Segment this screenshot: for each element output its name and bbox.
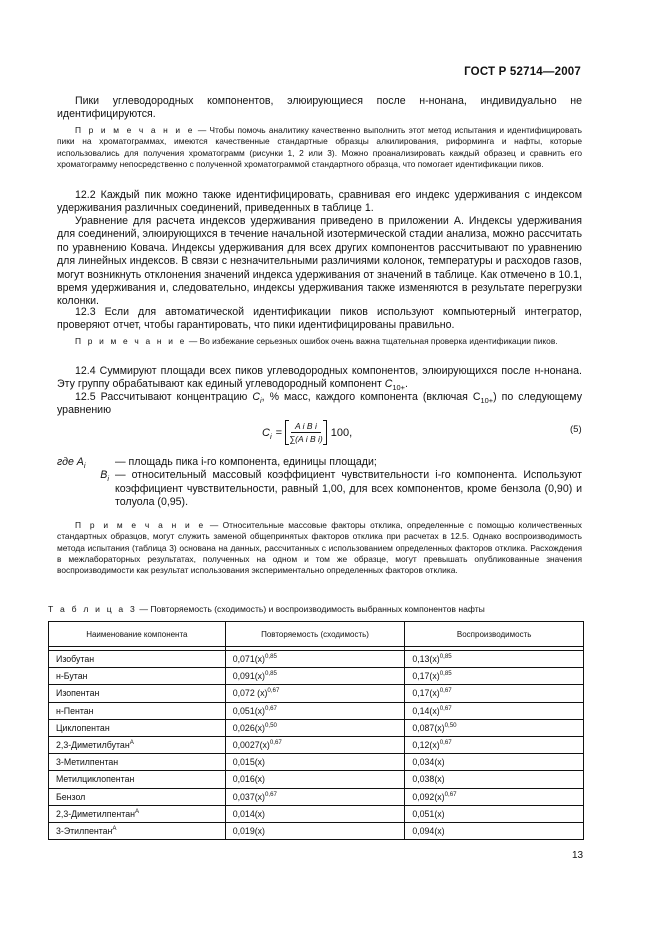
cell-repeatability: $0,091(x)^{0,85}$ (225, 668, 405, 685)
cell-component: Циклопентан (49, 719, 226, 736)
cell-repeatability: $0,0027(x)^{0,67}$ (225, 736, 405, 753)
cell-component: н-Пентан (49, 702, 226, 719)
cell-component: 2,3-Диметилпентан$^A$ (49, 805, 226, 822)
table-row (49, 685, 584, 702)
cell-reproducibility: 0,094(x) (405, 822, 584, 839)
legend-row-a: где $A_i$ — площадь пика i-го компонента, единицы площади; (57, 456, 377, 471)
header-repeatability: Повторяемость (сходимость) (225, 622, 405, 647)
table-caption: Т а б л и ц а 3 — Повторяемость (сходимость) и воспроизводимость выбранных компонентов нафты (48, 604, 485, 614)
table-header-row (49, 622, 584, 647)
formula-bracket (285, 420, 327, 445)
table-row (49, 822, 584, 839)
cell-component: н-Бутан (49, 668, 226, 685)
cell-reproducibility: $0,14(x)^{0,67}$ (405, 702, 584, 719)
paragraph-12-4: 12.4 Суммируют площади всех пиков углеводородных компонентов, элюирующихся после н-нонана. Эту группу обрабатывают как единый углеводородный компонент $C_{10+}$. (57, 365, 582, 393)
cell-component: Метилциклопентан (49, 771, 226, 788)
cell-reproducibility: $0,092(x)^{0,67}$ (405, 788, 584, 805)
cell-reproducibility: $0,17(x)^{0,85}$ (405, 668, 584, 685)
cell-repeatability: 0,015(x) (225, 754, 405, 771)
table-row (49, 651, 584, 668)
cell-component: Изопентан (49, 685, 226, 702)
cell-reproducibility: $0,17(x)^{0,67}$ (405, 685, 584, 702)
table-row (49, 702, 584, 719)
paragraph-peaks-after-nonane: Пики углеводородных компонентов, элюирующиеся после н-нонана, индивидуально не идентифицируются. (57, 95, 582, 121)
table-row (49, 719, 584, 736)
cell-repeatability: 0,019(x) (225, 822, 405, 839)
header-component: Наименование компонента (49, 622, 226, 647)
cell-repeatability: 0,072 $(x)^{0,67}$ (225, 685, 405, 702)
cell-reproducibility: $0,087(x)^{0,50}$ (405, 719, 584, 736)
cell-component: Изобутан (49, 651, 226, 668)
cell-component: 3-Этилпентан$^A$ (49, 822, 226, 839)
cell-repeatability: $0,026(x)^{0,50}$ (225, 719, 405, 736)
cell-component: 2,3-Диметилбутан$^A$ (49, 736, 226, 753)
table-row (49, 736, 584, 753)
note-2: П р и м е ч а н и е — Во избежание серьезных ошибок очень важна тщательная проверка идентификации пиков. (75, 336, 558, 346)
cell-repeatability: $0,071(x)^{0,85}$ (225, 651, 405, 668)
cell-repeatability: $0,051(x)^{0,67}$ (225, 702, 405, 719)
cell-reproducibility: $0,13(x)^{0,85}$ (405, 651, 584, 668)
cell-reproducibility: 0,051(x) (405, 805, 584, 822)
formula-legend (57, 456, 582, 510)
cell-reproducibility: 0,038(x) (405, 771, 584, 788)
paragraph-12-2-equation: Уравнение для расчета индексов удерживания приведено в приложении А. Индексы удерживания для соединений, элюирующихся в течение начальной изотермической стадии анализа, можно рассчитать по уравнению Ковача. Индексы удерживания для всех других компонентов рассчитывают по уравнению для линейных индексов. В связи с незначительными различиями колонок, температуры и расходов газов, могут возникнуть отклонения значений индекса удерживания от значений в таблице. Как отмечено в 10.1, время удерживания и, следовательно, индексы удерживания также изменяются в результате перегрузки колонки. (57, 215, 582, 308)
formula-fraction: $\frac{\text{A i B i}}{\text{∑(A i B i)}}$ (289, 421, 323, 444)
paragraph-12-3: 12.3 Если для автоматической идентификации пиков используют компьютерный интегратор, проверяют отчет, чтобы гарантировать, что пики идентифицированы правильно. (57, 306, 582, 332)
paragraph-12-2: 12.2 Каждый пик можно также идентифицировать, сравнивая его индекс удерживания с индексом удерживания различных соединений, приведенных в таблице 1. (57, 189, 582, 215)
table-row (49, 805, 584, 822)
page-number: 13 (572, 850, 584, 861)
note-1: П р и м е ч а н и е — Чтобы помочь аналитику качественно выполнить этот метод испытания и идентифицировать пики на хроматограммах, имеются качественные стандартные образцы алкилирования, риформинга и нафты, которые использовались для получения хроматограмм (рисунки 1, 2 или 3). Можно проанализировать каждый образец и сравнить его хроматограмму непосредственно с полученной хроматограммой стандартного образца, что помогает идентификации пиков. (57, 125, 582, 169)
document-id: ГОСТ Р 52714—2007 (464, 66, 581, 78)
cell-repeatability: 0,014(x) (225, 805, 405, 822)
equation-number: (5) (570, 424, 582, 435)
table-row (49, 771, 584, 788)
table-row (49, 668, 584, 685)
table-row (49, 754, 584, 771)
concentration-formula: $C_i$ = $\frac{\text{A i B i}}{\text{∑(A i B i)}}$ 100, (262, 421, 353, 444)
cell-component: 3-Метилпентан (49, 754, 226, 771)
repeatability-table (48, 621, 584, 840)
cell-repeatability: 0,016(x) (225, 771, 405, 788)
cell-reproducibility: 0,034(x) (405, 754, 584, 771)
paragraph-12-5: 12.5 Рассчитывают концентрацию $C_i$, % масс, каждого компонента (включая $C_{10+}$) по следующему уравнению (57, 391, 582, 417)
cell-component: Бензол (49, 788, 226, 805)
cell-repeatability: $0,037(x)^{0,67}$ (225, 788, 405, 805)
table-body (49, 647, 584, 840)
table-row (49, 788, 584, 805)
legend-row-b: $B_i$ — относительный массовый коэффициент чувствительности i-го компонента. Используют коэффициент чувствительности, равный 1,00, для всех компонентов, кроме бензола (0,90) и толуола (0,95). (100, 469, 582, 509)
header-reproducibility: Воспроизводимость (405, 622, 584, 647)
cell-reproducibility: $0,12(x)^{0,67}$ (405, 736, 584, 753)
note-3: П р и м е ч а н и е — Относительные массовые факторы отклика, определенные с помощью количественных стандартных образцов, могут служить заменой общепринятых факторов отклика при расчетах в 12.5. Однако воспроизводимость метода испытания (таблица 3) основана на данных, рассчитанных с использованием определенных факторов отклика. Расхождения в межлабораторных результатах, полученных на одном и том же образце, могут превышать опубликованные значения воспроизводимости как результат использования экспериментально определенных факторов отклика. (57, 520, 582, 576)
